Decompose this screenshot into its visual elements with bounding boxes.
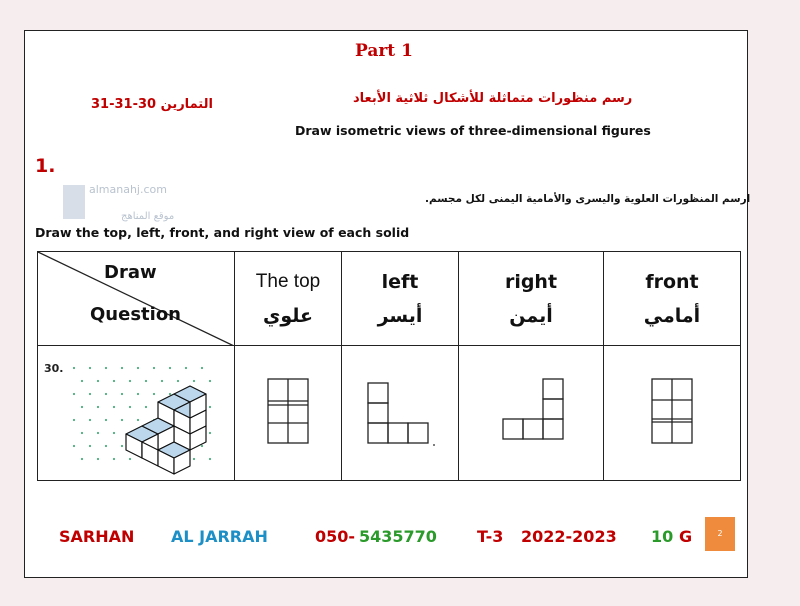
header-left-ar: أيسر	[377, 304, 423, 327]
answer-left	[342, 346, 459, 481]
part-title: Part 1	[355, 41, 413, 61]
academic-year: 2022-2023	[521, 527, 617, 546]
question-number: 30.	[44, 362, 64, 375]
header-right	[459, 252, 604, 346]
header-front-ar: أمامي	[643, 304, 701, 327]
header-top-en: The top	[255, 270, 321, 292]
answer-front	[604, 346, 741, 481]
answer-top	[235, 346, 342, 481]
arabic-title: رسم منظورات متماثلة للأشكال ثلاثية الأبعاد	[353, 91, 633, 106]
watermark-arabic: موقع المناهج	[121, 211, 175, 222]
english-instruction: Draw the top, left, front, and right view of each solid	[35, 225, 410, 240]
page-number-badge: 2	[705, 517, 735, 551]
isometric-figure	[38, 346, 234, 476]
header-top-ar: علوي	[262, 304, 314, 327]
header-right-ar: أيمن	[509, 304, 553, 327]
header-front-en: front	[645, 270, 699, 293]
answer-right	[459, 346, 604, 481]
table-row	[38, 346, 741, 481]
header-front	[604, 252, 741, 346]
section-number: 1.	[35, 155, 56, 177]
term-label: T-3	[477, 527, 504, 546]
front-view-drawing	[642, 371, 702, 451]
author-first-name: SARHAN	[59, 527, 135, 546]
exercises-label: التمارين 30-31-31	[91, 97, 213, 112]
arabic-instruction: ارسم المنظورات العلوية واليسرى والأمامية اليمنى لكل مجسم.	[425, 193, 751, 205]
right-view-drawing	[491, 371, 571, 451]
phone-number: 5435770	[359, 527, 437, 546]
question-cell	[38, 346, 235, 481]
english-title: Draw isometric views of three-dimensional figures	[295, 123, 651, 138]
top-view-drawing	[258, 371, 318, 451]
grade-number: 10	[651, 527, 674, 546]
corner-cell	[38, 252, 235, 346]
corner-question-label: Question	[90, 304, 181, 325]
header-top	[235, 252, 342, 346]
watermark-logo-icon	[63, 185, 85, 219]
corner-draw-label: Draw	[104, 262, 157, 283]
worksheet-page	[24, 30, 751, 578]
table-header-row	[38, 252, 741, 346]
grade-section: G	[679, 527, 693, 546]
phone-prefix: 050-	[315, 527, 356, 546]
left-view-drawing	[360, 371, 440, 451]
header-left	[342, 252, 459, 346]
header-right-en: right	[504, 270, 558, 293]
header-left-en: left	[381, 270, 419, 293]
author-last-name: AL JARRAH	[171, 527, 268, 546]
watermark-site: almanahj.com	[89, 183, 167, 196]
views-table	[37, 251, 741, 481]
